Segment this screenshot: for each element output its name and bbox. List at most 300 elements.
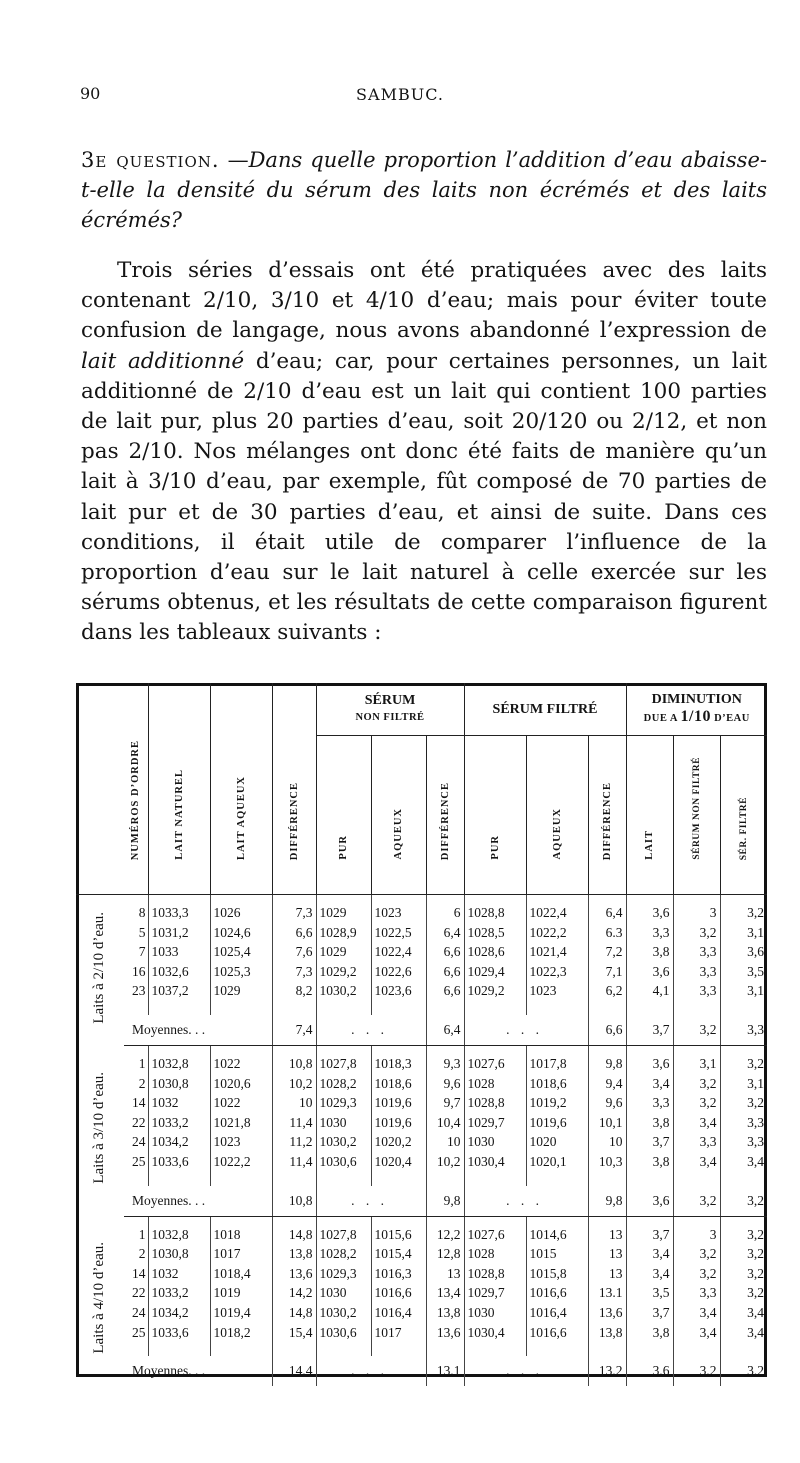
table-cell: 1015,6 <box>371 1216 426 1244</box>
table-cell: 4,1 <box>626 981 673 1001</box>
table-row <box>76 1303 767 1323</box>
table-cell: 1014,6 <box>526 1216 588 1244</box>
table-gap-cell <box>526 1172 588 1186</box>
table-gap-cell <box>720 1342 767 1356</box>
header-side-spacer <box>76 683 124 895</box>
table-row <box>76 1132 767 1152</box>
table-cell: 1016,3 <box>371 1264 426 1284</box>
table-cell: 1022,4 <box>526 895 588 923</box>
question-dash: — <box>219 148 249 172</box>
table-cell: 1027,6 <box>464 1045 526 1073</box>
table-cell: 10,8 <box>272 1045 316 1073</box>
table-cell: 1023,6 <box>371 981 426 1001</box>
table-cell: 1033,6 <box>148 1323 210 1343</box>
table-cell: 1033,3 <box>148 895 210 923</box>
table-row <box>76 962 767 982</box>
table-cell: 1029,2 <box>464 981 526 1001</box>
table-row <box>76 1264 767 1284</box>
table-cell: 3,7 <box>626 1216 673 1244</box>
table-gap-cell <box>426 1172 464 1186</box>
group-label-cell <box>76 1045 124 1216</box>
table-cell: 3,8 <box>626 1113 673 1133</box>
header-serum-filtre: SÉRUM FILTRÉ <box>464 683 626 736</box>
table-cell: 1033 <box>148 942 210 962</box>
table-cell: 13 <box>588 1264 626 1284</box>
header-serum-non-filtre: SÉRUM NON FILTRÉ <box>316 683 464 736</box>
table-cell: 12,8 <box>426 1244 464 1264</box>
table-cell: 1020 <box>526 1132 588 1152</box>
table-cell: 6,6 <box>426 981 464 1001</box>
header-filtre-diff: DIFFÉRENCE <box>588 736 626 895</box>
header-dim-lait: LAIT <box>626 736 673 895</box>
paragraph-emphasis: lait additionné <box>81 348 245 374</box>
table-cell: 10 <box>272 1093 316 1113</box>
table-cell: 3 <box>673 895 720 923</box>
table-cell: 10,2 <box>426 1152 464 1172</box>
table-row <box>76 1283 767 1303</box>
table-cell: 3,4 <box>626 1074 673 1094</box>
table-cell: 1029 <box>316 895 371 923</box>
table-cell: 3,2 <box>673 1093 720 1113</box>
table-cell: 1032,8 <box>148 1216 210 1244</box>
table-gap-cell <box>316 1001 371 1015</box>
table-cell: 7,6 <box>272 942 316 962</box>
table-cell: 1030,8 <box>148 1074 210 1094</box>
table-cell: 1 <box>124 1216 148 1244</box>
table-cell: 1015,8 <box>526 1264 588 1284</box>
table-gap-cell <box>626 1342 673 1356</box>
table-cell: 10,3 <box>588 1152 626 1172</box>
table-cell: 1030,4 <box>464 1152 526 1172</box>
table-gap-cell <box>124 1172 148 1186</box>
table-cell: 10 <box>588 1132 626 1152</box>
table-cell: 3,4 <box>673 1323 720 1343</box>
table-cell: 5 <box>124 923 148 943</box>
header-dim-serum-filtre: SÉR. FILTRÉ <box>720 736 767 895</box>
table-cell: 14 <box>124 1093 148 1113</box>
table-cell: 1022 <box>210 1093 272 1113</box>
table-gap-cell <box>316 1342 371 1356</box>
header-serum-pur: PUR <box>316 736 371 895</box>
table-gap-cell <box>272 1342 316 1356</box>
group-label: Laits à 4/10 d’eau. <box>91 1242 108 1355</box>
table-gap-cell <box>673 1342 720 1356</box>
table-cell: 1022,3 <box>526 962 588 982</box>
table-cell: 1022,4 <box>371 942 426 962</box>
table-cell: 3,1 <box>673 1045 720 1073</box>
table-row <box>76 1113 767 1133</box>
table-cell: 13,8 <box>272 1244 316 1264</box>
moyenne-serum-diff: 13,1 <box>426 1356 464 1386</box>
table-cell: 3,1 <box>747 1075 764 1091</box>
table-cell: 11,4 <box>272 1152 316 1172</box>
table-cell: 3,6 <box>626 895 673 923</box>
table-cell: 1030,6 <box>316 1152 371 1172</box>
table-cell: 3,2 <box>673 923 720 943</box>
table-cell: 1022,5 <box>371 923 426 943</box>
moyenne-difference: 7,4 <box>272 1015 316 1046</box>
table-cell: 1018,2 <box>210 1323 272 1343</box>
table-gap-cell <box>371 1172 426 1186</box>
table-cell: 1030 <box>464 1303 526 1323</box>
table-cell: 1030 <box>464 1132 526 1152</box>
table-cell: 1028 <box>464 1074 526 1094</box>
table-cell: 1028,5 <box>464 923 526 943</box>
table-cell: 9,3 <box>426 1045 464 1073</box>
table-cell: 9,7 <box>426 1093 464 1113</box>
table-cell: 1019,6 <box>526 1113 588 1133</box>
table-cell: 1022,2 <box>526 923 588 943</box>
table-gap-cell <box>720 1001 767 1015</box>
moyennes-label: Moyennes. . . <box>124 1356 272 1386</box>
table-cell: 1016,6 <box>526 1323 588 1343</box>
table-cell: 6,4 <box>588 895 626 923</box>
table-cell: 1017 <box>371 1323 426 1343</box>
table-cell: 3,2 <box>673 1264 720 1284</box>
table-cell: 1018,6 <box>526 1074 588 1094</box>
table-cell: 3,3 <box>673 981 720 1001</box>
table-cell: 10,1 <box>588 1113 626 1133</box>
table-cell: 1027,8 <box>316 1216 371 1244</box>
table-cell: 8 <box>124 895 148 923</box>
table-cell: 2 <box>124 1244 148 1264</box>
group-label: Laits à 2/10 d’eau. <box>91 911 108 1024</box>
moyenne-dim-serum-filtre: 3,3 <box>720 1015 767 1046</box>
table-cell: 3,3 <box>747 1134 764 1150</box>
table-row <box>76 895 767 923</box>
table-cell: 1029 <box>316 942 371 962</box>
table-cell: 1020,2 <box>371 1132 426 1152</box>
table-cell: 1030,2 <box>316 1303 371 1323</box>
table-cell: 1029,3 <box>316 1093 371 1113</box>
table-gap-cell <box>588 1172 626 1186</box>
density-table <box>76 683 767 1386</box>
table-cell: 9,8 <box>588 1045 626 1073</box>
table-cell: 3,6 <box>626 1045 673 1073</box>
moyenne-dots: . . . <box>316 1356 426 1386</box>
header-num: NUMÉROS D’ORDRE <box>124 683 148 895</box>
paragraph-part-1: Trois séries d’essais ont été pratiquées avec des laits contenant 2/10, 3/10 et 4/10 d’eau; mais pour éviter toute confusion de langage, nous avons abandonné l’expression de <box>81 258 767 344</box>
table-cell: 1018,4 <box>210 1264 272 1284</box>
table-cell: 2 <box>124 1074 148 1094</box>
table-cell: 6,6 <box>426 942 464 962</box>
table-cell: 1032,6 <box>148 962 210 982</box>
table-cell: 3,8 <box>626 1323 673 1343</box>
table-gap-cell <box>673 1001 720 1015</box>
table-cell: 1020,4 <box>371 1152 426 1172</box>
table-cell: 24 <box>124 1132 148 1152</box>
table-cell: 1019,6 <box>371 1093 426 1113</box>
table-cell: 9,6 <box>588 1093 626 1113</box>
table-cell: 1024,6 <box>210 923 272 943</box>
table-cell: 16 <box>124 962 148 982</box>
moyenne-dots: . . . <box>316 1015 426 1046</box>
table-cell: 3,4 <box>626 1244 673 1264</box>
body-paragraph <box>81 256 767 649</box>
table-cell: 13 <box>426 1264 464 1284</box>
moyenne-dots: . . . <box>464 1186 588 1217</box>
header-serum-aqueux: AQUEUX <box>371 736 426 895</box>
table-cell: 1034,2 <box>148 1303 210 1323</box>
group-label: Laits à 3/10 d’eau. <box>91 1072 108 1184</box>
table-gap-cell <box>526 1001 588 1015</box>
table-cell: 1032 <box>148 1264 210 1284</box>
table-cell: 1037,2 <box>148 981 210 1001</box>
table-cell: 1015,4 <box>371 1244 426 1264</box>
table-cell: 1018,3 <box>371 1045 426 1073</box>
table-cell: 3,8 <box>626 1152 673 1172</box>
table-cell: 1032,8 <box>148 1045 210 1073</box>
table-cell: 7,2 <box>588 942 626 962</box>
table-cell: 3,3 <box>673 942 720 962</box>
header-lait-naturel: LAIT NATUREL <box>148 683 210 895</box>
table-cell: 1019,4 <box>210 1303 272 1323</box>
table-cell: 3,4 <box>747 1153 764 1169</box>
moyenne-dots: . . . <box>316 1186 426 1217</box>
table-gap-cell <box>464 1001 526 1015</box>
table-cell: 6 <box>426 895 464 923</box>
table-cell: 1022 <box>210 1045 272 1073</box>
moyenne-difference: 14,4 <box>272 1356 316 1386</box>
table-cell: 3,2 <box>747 1226 764 1242</box>
table-cell: 3,3 <box>626 923 673 943</box>
table-gap-cell <box>720 1172 767 1186</box>
table-cell: 12,2 <box>426 1216 464 1244</box>
table-cell: 3,5 <box>747 963 764 979</box>
table-cell: 1030,6 <box>316 1323 371 1343</box>
table-row <box>76 1216 767 1244</box>
table-cell: 1033,2 <box>148 1113 210 1133</box>
table-gap-cell <box>272 1001 316 1015</box>
table-cell: 7 <box>124 942 148 962</box>
table-cell: 3,2 <box>747 1285 764 1301</box>
table-cell: 3,4 <box>673 1152 720 1172</box>
table-cell: 3,2 <box>747 1246 764 1262</box>
table-cell: 1030,2 <box>316 981 371 1001</box>
table-gap-cell <box>148 1001 210 1015</box>
table-cell: 1030,8 <box>148 1244 210 1264</box>
table-cell: 1031,2 <box>148 923 210 943</box>
table-cell: 1021,4 <box>526 942 588 962</box>
table-cell: 1029,7 <box>464 1283 526 1303</box>
table-row <box>76 981 767 1001</box>
moyenne-filtre-diff: 6,6 <box>588 1015 626 1046</box>
table-cell: 1033,6 <box>148 1152 210 1172</box>
table-cell: 14,8 <box>272 1216 316 1244</box>
table-cell: 13,4 <box>426 1283 464 1303</box>
table-cell: 1028 <box>464 1244 526 1264</box>
table-cell: 1030,4 <box>464 1323 526 1343</box>
table-cell: 3 <box>673 1216 720 1244</box>
moyenne-dim-serum-non-filtre: 3,2 <box>673 1356 720 1386</box>
table-cell: 23 <box>124 981 148 1001</box>
table-cell: 9,4 <box>588 1074 626 1094</box>
table-cell: 1015 <box>526 1244 588 1264</box>
table-gap-row <box>76 1342 767 1356</box>
header-filtre-pur: PUR <box>464 736 526 895</box>
moyenne-dim-lait: 3,6 <box>626 1186 673 1217</box>
table-cell: 1030 <box>316 1283 371 1303</box>
table-cell: 10 <box>426 1132 464 1152</box>
table-cell: 1028,8 <box>464 1264 526 1284</box>
table-cell: 3,4 <box>626 1264 673 1284</box>
table-cell: 3,6 <box>626 962 673 982</box>
table-cell: 1019,2 <box>526 1093 588 1113</box>
table-cell: 3,4 <box>747 1324 764 1340</box>
table-cell: 7,3 <box>272 962 316 982</box>
moyenne-dim-serum-filtre: 3,2 <box>747 1363 764 1379</box>
table-cell: 3,2 <box>747 1265 764 1281</box>
paragraph-part-2: d’eau; car, pour certaines personnes, un lait additionné de 2/10 d’eau est un lait qui contient 100 parties de lait pur, plus 20 parties d’eau, soit 20/120 ou 2/12, et non pas 2/10. Nos mélanges ont donc été faits de manière qu’un lait à 3/10 d’eau, par exemple, fût composé de 70 parties de lait pur et de 30 parties d’eau, et ainsi de suite. Dans ces conditions, il était utile de comparer l’influence de la proportion d’eau sur le lait naturel à celle exercée sur les sérums obtenus, et les résultats de cette comparaison figurent dans les tableaux suivants : <box>81 348 767 646</box>
moyenne-dim-lait: 3,6 <box>626 1356 673 1386</box>
header-serum-diff: DIFFÉRENCE <box>426 736 464 895</box>
table-gap-cell <box>588 1342 626 1356</box>
table-cell: 13.1 <box>588 1283 626 1303</box>
moyenne-dim-serum-filtre: 3,2 <box>720 1186 767 1217</box>
group-label-cell <box>76 895 124 1046</box>
table-cell: 3,7 <box>626 1132 673 1152</box>
table-cell: 1016,6 <box>371 1283 426 1303</box>
table-cell: 8,2 <box>272 981 316 1001</box>
table-row <box>76 1323 767 1343</box>
table-cell: 3,7 <box>626 1303 673 1323</box>
table-gap-cell <box>371 1001 426 1015</box>
table-cell: 13,6 <box>272 1264 316 1284</box>
moyenne-serum-diff: 6,4 <box>426 1015 464 1046</box>
table-cell: 11,4 <box>272 1113 316 1133</box>
table-cell: 3,8 <box>626 942 673 962</box>
header-filtre-aqueux: AQUEUX <box>526 736 588 895</box>
table-cell: 1029,2 <box>316 962 371 982</box>
table-row <box>76 1093 767 1113</box>
table-cell: 1028,2 <box>316 1244 371 1264</box>
question-label: 3e question. <box>81 148 220 172</box>
table-cell: 3,6 <box>747 944 764 960</box>
table-cell: 7,3 <box>272 895 316 923</box>
table-cell: 1029,4 <box>464 962 526 982</box>
table-cell: 1034,2 <box>148 1132 210 1152</box>
table-gap-cell <box>210 1172 272 1186</box>
table-row <box>76 942 767 962</box>
moyenne-filtre-diff: 13,2 <box>588 1356 626 1386</box>
table-cell: 1023 <box>371 895 426 923</box>
table-cell: 3,1 <box>747 924 764 940</box>
moyenne-dim-serum-non-filtre: 3,2 <box>673 1015 720 1046</box>
table-cell: 1027,8 <box>316 1045 371 1073</box>
moyenne-dots: . . . <box>464 1015 588 1046</box>
table-gap-cell <box>124 1001 148 1015</box>
table-cell: 1021,8 <box>210 1113 272 1133</box>
table-cell: 13 <box>588 1216 626 1244</box>
table-cell: 1029 <box>210 981 272 1001</box>
table-cell: 1033,2 <box>148 1283 210 1303</box>
table-cell: 1020,6 <box>210 1074 272 1094</box>
table-gap-row <box>76 1001 767 1015</box>
table-cell: 3,3 <box>626 1093 673 1113</box>
table-gap-cell <box>626 1001 673 1015</box>
table-cell: 22 <box>124 1283 148 1303</box>
table-cell: 3,5 <box>626 1283 673 1303</box>
table-gap-cell <box>210 1001 272 1015</box>
table-gap-cell <box>426 1001 464 1015</box>
table-cell: 1028,8 <box>464 895 526 923</box>
table-cell: 1018 <box>210 1216 272 1244</box>
table-cell: 11,2 <box>272 1132 316 1152</box>
table-cell: 6,6 <box>272 923 316 943</box>
table-gap-cell <box>426 1342 464 1356</box>
table-cell: 3,2 <box>673 1244 720 1264</box>
moyenne-dim-serum-non-filtre: 3,2 <box>673 1186 720 1217</box>
table-cell: 1017 <box>210 1244 272 1264</box>
table-cell: 14,8 <box>272 1303 316 1323</box>
table-cell: 1020,1 <box>526 1152 588 1172</box>
table-cell: 13 <box>588 1244 626 1264</box>
table-cell: 1032 <box>148 1093 210 1113</box>
table-cell: 10,4 <box>426 1113 464 1133</box>
table-gap-cell <box>272 1172 316 1186</box>
table-cell: 1 <box>124 1045 148 1073</box>
table-cell: 1016,4 <box>526 1303 588 1323</box>
table-cell: 1030,2 <box>316 1132 371 1152</box>
table-cell: 1025,4 <box>210 942 272 962</box>
table-cell: 6,6 <box>426 962 464 982</box>
table-cell: 1026 <box>210 895 272 923</box>
table-cell: 1016,4 <box>371 1303 426 1323</box>
table-cell: 25 <box>124 1323 148 1343</box>
table-cell: 1029,3 <box>316 1264 371 1284</box>
table-cell: 1022,2 <box>210 1152 272 1172</box>
table-cell: 25 <box>124 1152 148 1172</box>
table-cell: 13,6 <box>426 1323 464 1343</box>
group-label-cell <box>76 1216 124 1386</box>
table-cell: 3,3 <box>673 1283 720 1303</box>
table-cell: 1029,7 <box>464 1113 526 1133</box>
table-cell: 3,3 <box>747 1114 764 1130</box>
table-cell: 3,4 <box>673 1113 720 1133</box>
table-cell: 3,3 <box>673 1132 720 1152</box>
moyennes-row <box>76 1015 767 1046</box>
table-cell: 6.3 <box>588 923 626 943</box>
table-cell: 13,8 <box>426 1303 464 1323</box>
table-cell: 13,8 <box>588 1323 626 1343</box>
table-cell: 1025,3 <box>210 962 272 982</box>
table-gap-cell <box>316 1172 371 1186</box>
header-diminution: DIMINUTION DUE A 1/10 D’EAU <box>626 683 767 736</box>
table-cell: 1028,2 <box>316 1074 371 1094</box>
table-gap-cell <box>210 1342 272 1356</box>
table-gap-cell <box>464 1342 526 1356</box>
header-difference: DIFFÉRENCE <box>272 683 316 895</box>
moyenne-dots: . . . <box>464 1356 588 1386</box>
table-cell: 3,2 <box>747 1095 764 1111</box>
table-cell: 1023 <box>526 981 588 1001</box>
table-row <box>76 1074 767 1094</box>
question-heading <box>81 145 767 235</box>
table-cell: 1018,6 <box>371 1074 426 1094</box>
table-cell: 24 <box>124 1303 148 1323</box>
running-head: SAMBUC. <box>356 85 444 104</box>
question-text: Dans quelle proportion l’addition d’eau abaisse-t-elle la densité du sérum des laits non écrémés et des laits écrémés? <box>81 148 767 232</box>
table-cell: 1027,6 <box>464 1216 526 1244</box>
moyenne-dim-lait: 3,7 <box>626 1015 673 1046</box>
moyennes-label: Moyennes. . . <box>124 1186 272 1217</box>
table-cell: 1022,6 <box>371 962 426 982</box>
table-cell: 14 <box>124 1264 148 1284</box>
moyenne-filtre-diff: 9,8 <box>588 1186 626 1217</box>
table-gap-cell <box>588 1001 626 1015</box>
table-gap-row <box>76 1172 767 1186</box>
table-cell: 3,4 <box>673 1303 720 1323</box>
